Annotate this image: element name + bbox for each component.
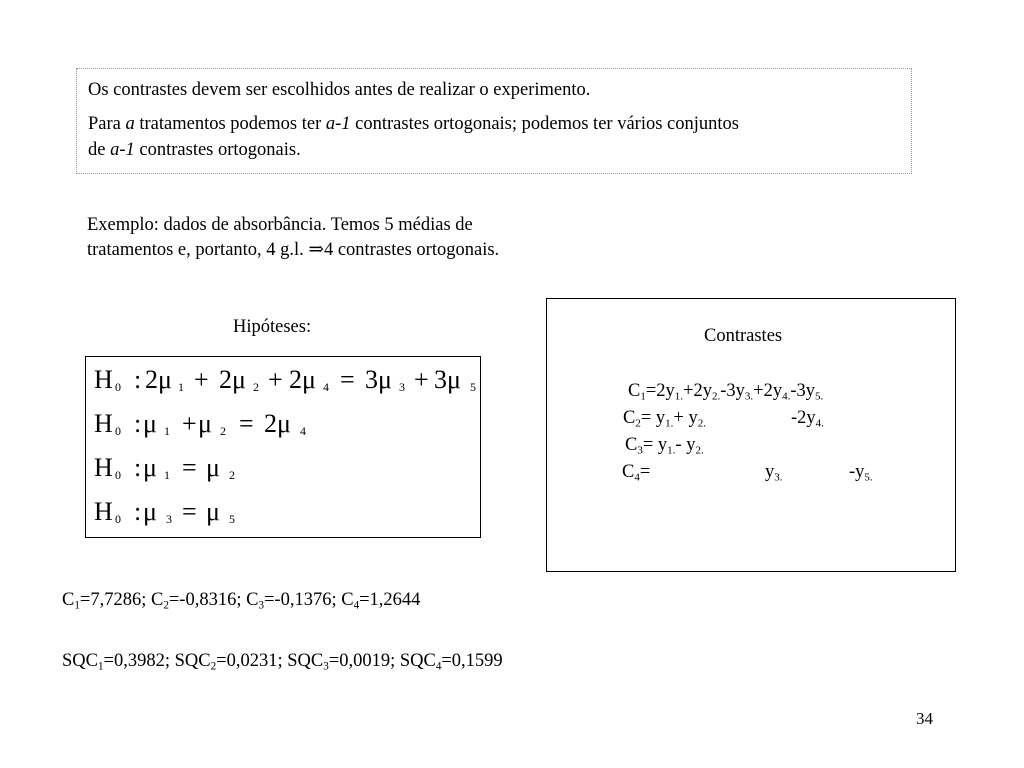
mu-symbol: μ [447, 365, 461, 394]
mu-subscript: 1 [164, 424, 170, 438]
result-text: =-0,1376; C [263, 590, 354, 610]
mu-subscript: 3 [166, 512, 172, 526]
contrast-c4-y3 [765, 462, 783, 483]
term-sub: 5. [815, 390, 824, 403]
contrast-c2-y4 [791, 408, 824, 429]
coefficient: 2 [264, 409, 277, 438]
term: -y [849, 462, 865, 482]
result-sub: 3 [323, 660, 329, 673]
mu-subscript: 2 [220, 424, 226, 438]
term: y [765, 462, 775, 482]
term-sub: 3. [774, 471, 783, 484]
coefficient: 3 [365, 365, 378, 394]
colon: : [134, 497, 142, 526]
mu-symbol: μ [198, 409, 212, 438]
example-line-1: Exemplo: dados de absorbância. Temos 5 médias de [87, 215, 473, 235]
result-sub: 3 [258, 599, 264, 612]
mu-subscript: 1 [164, 468, 170, 482]
term: +2y [753, 381, 783, 401]
c-index: 2 [635, 417, 641, 430]
term: + y [673, 408, 698, 428]
mu-symbol: μ [232, 365, 246, 394]
h-subscript: 0 [115, 468, 121, 482]
term-sub: 4. [782, 390, 791, 403]
result-sub: 2 [163, 599, 169, 612]
intro-text: Para [88, 114, 126, 134]
contrast-c4 [622, 462, 650, 483]
sqc-values [62, 651, 503, 672]
h-subscript: 0 [115, 424, 121, 438]
term: =2y [645, 381, 675, 401]
contrast-c2 [623, 408, 706, 429]
result-sub: 4 [353, 599, 360, 612]
plus-sign: + [268, 365, 283, 394]
mu-symbol: μ [143, 497, 157, 526]
coefficient: 2 [145, 365, 158, 394]
result-sub: 2 [210, 660, 217, 673]
mu-subscript: 4 [323, 380, 329, 394]
term-sub: 5. [864, 471, 873, 484]
plus-sign: + [414, 365, 429, 394]
hypotheses-box [85, 356, 481, 538]
h-symbol: H [94, 409, 113, 438]
h-symbol: H [94, 497, 113, 526]
contrast-c1 [628, 381, 823, 402]
coefficient: 2 [219, 365, 232, 394]
equals-sign: = [239, 409, 254, 438]
result-sub: 1 [74, 599, 80, 612]
contrast-c3 [625, 435, 704, 456]
term: = [639, 462, 651, 482]
mu-subscript: 2 [229, 468, 235, 482]
term-sub: 4. [815, 417, 824, 430]
h-symbol: H [94, 365, 113, 394]
c-label: C [625, 435, 638, 455]
result-text: =-0,8316; C [168, 590, 259, 610]
intro-text: tratamentos podemos ter [134, 114, 326, 134]
hypotheses-label: Hipóteses: [233, 317, 312, 337]
result-text: =7,7286; C [79, 590, 164, 610]
term-sub: 1. [674, 390, 684, 403]
result-text: =0,3982; SQC [103, 651, 211, 671]
term-sub: 2. [711, 390, 721, 403]
term-sub: 1. [667, 444, 676, 457]
intro-var-a1: a-1 [325, 114, 351, 134]
coefficient: 3 [434, 365, 447, 394]
mu-subscript: 4 [300, 424, 306, 438]
coefficient: 2 [289, 365, 302, 394]
intro-var-a1: a-1 [110, 140, 135, 160]
page-number: 34 [916, 709, 933, 728]
h-symbol: H [94, 453, 113, 482]
term: -2y [791, 408, 816, 428]
term-sub: 2. [697, 417, 706, 430]
result-text: C [62, 590, 75, 610]
intro-box [76, 68, 912, 174]
plus-sign: + [194, 365, 209, 394]
mu-symbol: μ [143, 409, 157, 438]
plus-sign: + [182, 409, 197, 438]
intro-var-a: a [125, 114, 135, 134]
term: -3y [720, 381, 745, 401]
mu-subscript: 2 [253, 380, 259, 394]
mu-symbol: μ [277, 409, 291, 438]
contrasts-title: Contrastes [704, 326, 783, 346]
example-line-2-end: 4 contrastes ortogonais. [323, 240, 500, 260]
term: +2y [683, 381, 712, 401]
mu-symbol: μ [206, 497, 220, 526]
mu-subscript: 5 [229, 512, 235, 526]
mu-symbol: μ [158, 365, 172, 394]
result-text: =0,0231; SQC [216, 651, 324, 671]
equals-sign: = [340, 365, 355, 394]
term: = y [640, 408, 666, 428]
mu-symbol: μ [143, 453, 157, 482]
c-index: 4 [634, 471, 640, 484]
contrast-values [62, 590, 420, 611]
result-sub: 4 [435, 660, 442, 673]
example-line-2: tratamentos e, portanto, 4 g.l. [87, 240, 309, 260]
c-index: 1 [640, 390, 646, 403]
contrasts-box [546, 298, 956, 572]
intro-text: contrastes ortogonais; podemos ter vários conjuntos [350, 114, 739, 134]
term: -3y [790, 381, 815, 401]
h-subscript: 0 [115, 380, 121, 394]
intro-text: contrastes ortogonais. [134, 140, 301, 160]
mu-symbol: μ [302, 365, 316, 394]
result-text: SQC [62, 651, 98, 671]
colon: : [134, 409, 142, 438]
colon: : [134, 365, 142, 394]
equals-sign: = [182, 453, 197, 482]
colon: : [134, 453, 142, 482]
term: = y [642, 435, 668, 455]
contrast-c4-y5 [849, 462, 873, 483]
term-sub: 1. [665, 417, 674, 430]
c-label: C [622, 462, 635, 482]
term: - y [675, 435, 696, 455]
c-label: C [623, 408, 636, 428]
mu-symbol: μ [206, 453, 220, 482]
intro-line-1: Os contrastes devem ser escolhidos antes de realizar o experimento. [88, 80, 591, 100]
h-subscript: 0 [115, 512, 121, 526]
example-paragraph [87, 213, 627, 263]
implies-arrow: ⇒ [308, 240, 324, 260]
result-text: =0,1599 [441, 651, 503, 671]
mu-subscript: 3 [399, 380, 405, 394]
term-sub: 2. [695, 444, 704, 457]
mu-subscript: 1 [178, 380, 184, 394]
c-index: 3 [637, 444, 643, 457]
mu-symbol: μ [378, 365, 392, 394]
result-text: =1,2644 [359, 590, 421, 610]
term-sub: 3. [744, 390, 754, 403]
result-text: =0,0019; SQC [328, 651, 436, 671]
mu-subscript: 5 [470, 380, 476, 394]
c-label: C [628, 381, 641, 401]
result-sub: 1 [98, 660, 104, 673]
intro-text: de [88, 140, 111, 160]
intro-line-2 [88, 111, 901, 163]
equals-sign: = [182, 497, 197, 526]
